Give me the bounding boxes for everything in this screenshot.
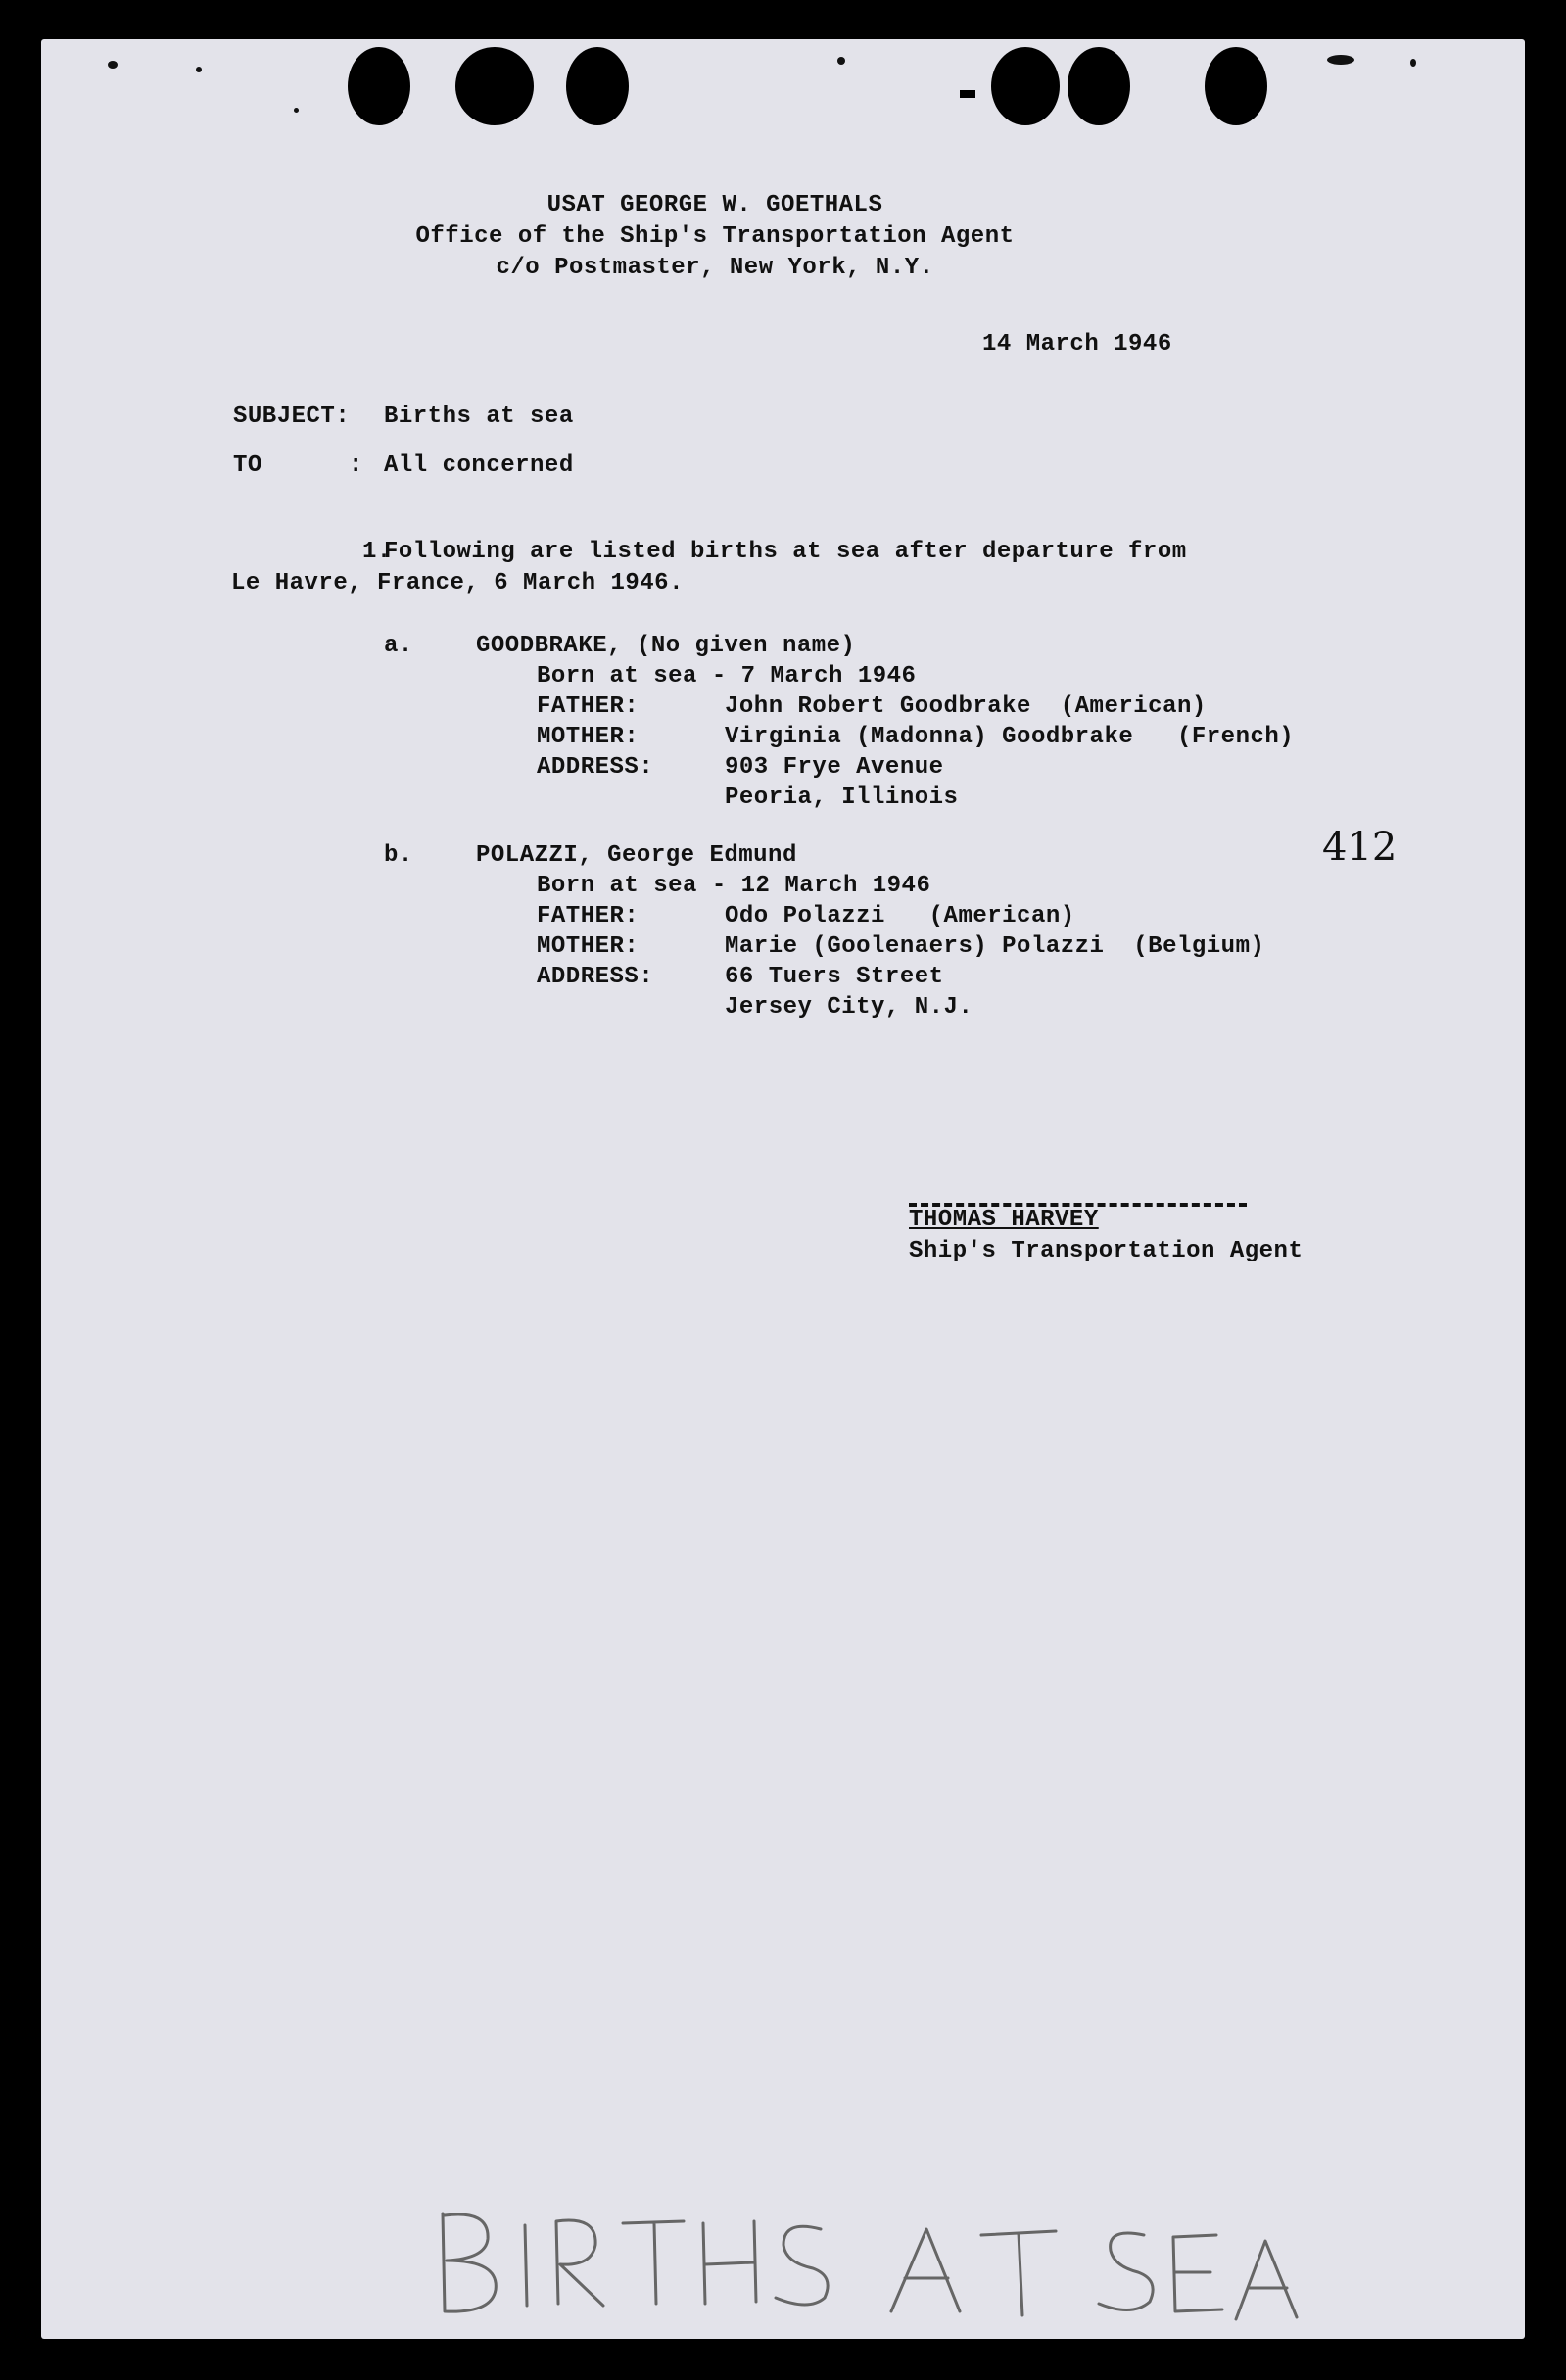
entry-mother: Virginia (Madonna) Goodbrake (French) (725, 724, 1295, 750)
scan-speck (1410, 59, 1416, 67)
entry-letter: b. (384, 842, 413, 869)
signature-title: Ship's Transportation Agent (909, 1238, 1304, 1264)
letterhead-ship: USAT GEORGE W. GOETHALS (546, 192, 883, 218)
punch-hole (566, 47, 629, 125)
scan-speck (196, 67, 202, 72)
document-page (41, 39, 1525, 2339)
entry-letter: a. (384, 633, 413, 659)
subject-text: Births at sea (384, 404, 574, 430)
entry-address-label: ADDRESS: (537, 964, 654, 990)
punch-hole (1068, 47, 1130, 125)
punch-hole (1205, 47, 1267, 125)
entry-father: Odo Polazzi (American) (725, 903, 1075, 929)
entry-mother-label: MOTHER: (537, 933, 640, 960)
paragraph-number: 1. (362, 539, 392, 565)
entry-father-label: FATHER: (537, 903, 640, 929)
entry-born: Born at sea - 7 March 1946 (537, 663, 917, 690)
paragraph-line-2: Le Havre, France, 6 March 1946. (231, 570, 684, 596)
punch-hole (348, 47, 410, 125)
scan-speck (294, 108, 299, 113)
scan-speck (1327, 55, 1354, 65)
entry-address-line-2: Peoria, Illinois (725, 785, 959, 811)
letterhead-address: c/o Postmaster, New York, N.Y. (496, 255, 934, 281)
to-label: TO (233, 452, 262, 479)
entry-mother: Marie (Goolenaers) Polazzi (Belgium) (725, 933, 1265, 960)
entry-address-line-1: 903 Frye Avenue (725, 754, 944, 781)
scan-speck (108, 61, 118, 69)
entry-mother-label: MOTHER: (537, 724, 640, 750)
punch-hole (991, 47, 1060, 125)
entry-address-label: ADDRESS: (537, 754, 654, 781)
scan-speck (837, 57, 845, 65)
to-separator: : (349, 452, 363, 479)
document-date: 14 March 1946 (982, 331, 1172, 357)
entry-name: POLAZZI, George Edmund (476, 842, 797, 869)
to-text: All concerned (384, 452, 574, 479)
handwritten-note (431, 2196, 1312, 2333)
entry-born: Born at sea - 12 March 1946 (537, 873, 931, 899)
punch-hole (455, 47, 534, 125)
entry-name: GOODBRAKE, (No given name) (476, 633, 856, 659)
entry-address-line-2: Jersey City, N.J. (725, 994, 973, 1021)
subject-label: SUBJECT: (233, 404, 351, 430)
entry-father: John Robert Goodbrake (American) (725, 693, 1207, 720)
page-number: 412 (1322, 825, 1398, 870)
scan-mark (960, 90, 975, 98)
entry-address-line-1: 66 Tuers Street (725, 964, 944, 990)
paragraph-line-1: Following are listed births at sea after departure from (384, 539, 1187, 565)
entry-father-label: FATHER: (537, 693, 640, 720)
letterhead-office: Office of the Ship's Transportation Agent (415, 223, 1015, 250)
signature-name: THOMAS HARVEY (909, 1207, 1099, 1233)
